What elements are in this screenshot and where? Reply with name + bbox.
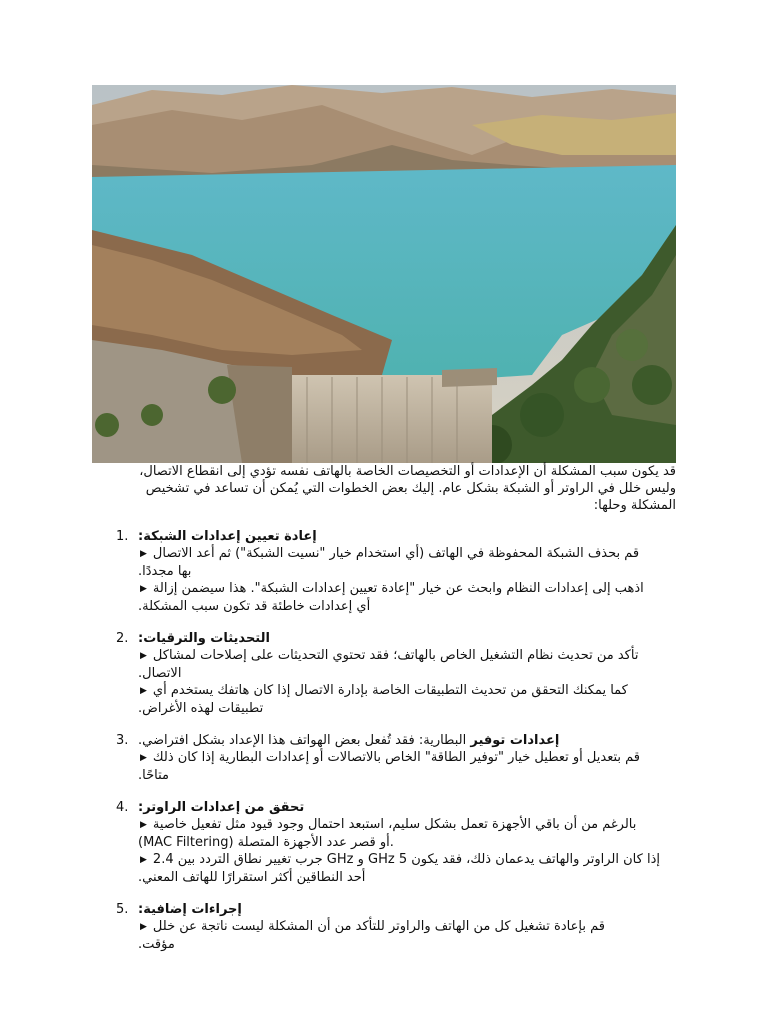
list-item — [110, 630, 680, 717]
item-number: 2. — [116, 631, 129, 646]
list-item — [110, 528, 680, 615]
item-title-bold: إعدادات توفير — [470, 733, 560, 748]
item-title: إجراءات إضافية: — [138, 902, 242, 917]
sub-point-continuation: مؤقت. — [138, 937, 175, 952]
sub-point — [138, 682, 680, 700]
triangle-bullet-icon: ▶ — [140, 584, 147, 594]
sub-point-continuation: أحد النطاقين أكثر استقرارًا للهاتف المعني. — [138, 870, 366, 885]
sub-point-text: قم بحذف الشبكة المحفوظة في الهاتف (أي استخدام خيار "نسيت الشبكة") ثم أعد الاتصال — [152, 546, 640, 561]
item-number: 4. — [116, 800, 129, 815]
sub-point-continuation: (MAC Filtering) أو قصر عدد الأجهزة المتصلة. — [138, 835, 394, 850]
intro-line: قد يكون سبب المشكلة أن الإعدادات أو التخصيصات الخاصة بالهاتف نفسه تؤدي إلى انقطاع الاتصال، — [139, 464, 676, 479]
sub-point-text: قم بإعادة تشغيل كل من الهاتف والراوتر للتأكد من أن المشكلة ليست ناتجة عن خلل — [152, 919, 605, 934]
sub-point-text: تأكد من تحديث نظام التشغيل الخاص بالهاتف؛ فقد تحتوي التحديثات على إصلاحات لمشاكل — [152, 648, 639, 663]
triangle-bullet-icon: ▶ — [140, 753, 147, 763]
item-title: تحقق من إعدادات الراوتر: — [138, 800, 305, 815]
sub-point-text: قم بتعديل أو تعطيل خيار "توفير الطاقة" الخاص بالاتصالات أو إعدادات البطارية إذا كان ذلك — [152, 750, 641, 765]
intro-line: المشكلة وحلها: — [593, 498, 676, 513]
dam-reservoir-photo — [92, 85, 676, 463]
sub-point-continuation: أي إعدادات خاطئة قد تكون سبب المشكلة. — [138, 599, 371, 614]
sub-point-continuation: متاحًا. — [138, 768, 169, 783]
sub-point-text: بالرغم من أن باقي الأجهزة تعمل بشكل سليم، استبعد احتمال وجود قيود مثل تفعيل خاصية — [152, 817, 637, 832]
item-title: إعادة تعيين إعدادات الشبكة: — [138, 529, 317, 544]
list-item — [110, 732, 680, 784]
sub-point-continuation: بها مجددًا. — [138, 564, 192, 579]
item-title — [138, 732, 680, 749]
item-number: 1. — [116, 529, 129, 544]
steps-list — [110, 528, 680, 968]
sub-point-continuation: تطبيقات لهذه الأغراض. — [138, 701, 264, 716]
item-number: 3. — [116, 733, 129, 748]
triangle-bullet-icon: ▶ — [140, 922, 147, 932]
sub-point-text: إذا كان الراوتر والهاتف يدعمان ذلك، فقد يكون GHz 5 و GHz جرب تغيير نطاق التردد بين 2.4 — [152, 852, 660, 867]
triangle-bullet-icon: ▶ — [140, 820, 147, 830]
sub-point — [138, 816, 680, 834]
item-title-rest: البطارية: فقد تُفعل بعض الهواتف هذا الإعداد بشكل افتراضي. — [138, 733, 471, 748]
intro-paragraph — [92, 463, 676, 514]
sub-point — [138, 545, 680, 563]
sub-point-text: اذهب إلى إعدادات النظام وابحث عن خيار "إعادة تعيين إعدادات الشبكة". هذا سيضمن إزالة — [152, 581, 644, 596]
sub-point-continuation: الاتصال. — [138, 666, 182, 681]
list-item — [110, 799, 680, 886]
intro-line: وليس خلل في الراوتر أو الشبكة بشكل عام. إليك بعض الخطوات التي يُمكن أن تساعد في تشخيص — [145, 481, 676, 496]
triangle-bullet-icon: ▶ — [140, 686, 147, 696]
triangle-bullet-icon: ▶ — [140, 549, 147, 559]
item-title: التحديثات والترقيات: — [138, 631, 270, 646]
triangle-bullet-icon: ▶ — [140, 651, 147, 661]
sub-point — [138, 918, 680, 936]
list-item — [110, 901, 680, 953]
sub-point — [138, 851, 680, 869]
sub-point — [138, 580, 680, 598]
item-number: 5. — [116, 902, 129, 917]
sub-point-text: كما يمكنك التحقق من تحديث التطبيقات الخاصة بإدارة الاتصال إذا كان هاتفك يستخدم أي — [152, 683, 628, 698]
sub-point — [138, 749, 680, 767]
triangle-bullet-icon: ▶ — [140, 855, 147, 865]
sub-point — [138, 647, 680, 665]
